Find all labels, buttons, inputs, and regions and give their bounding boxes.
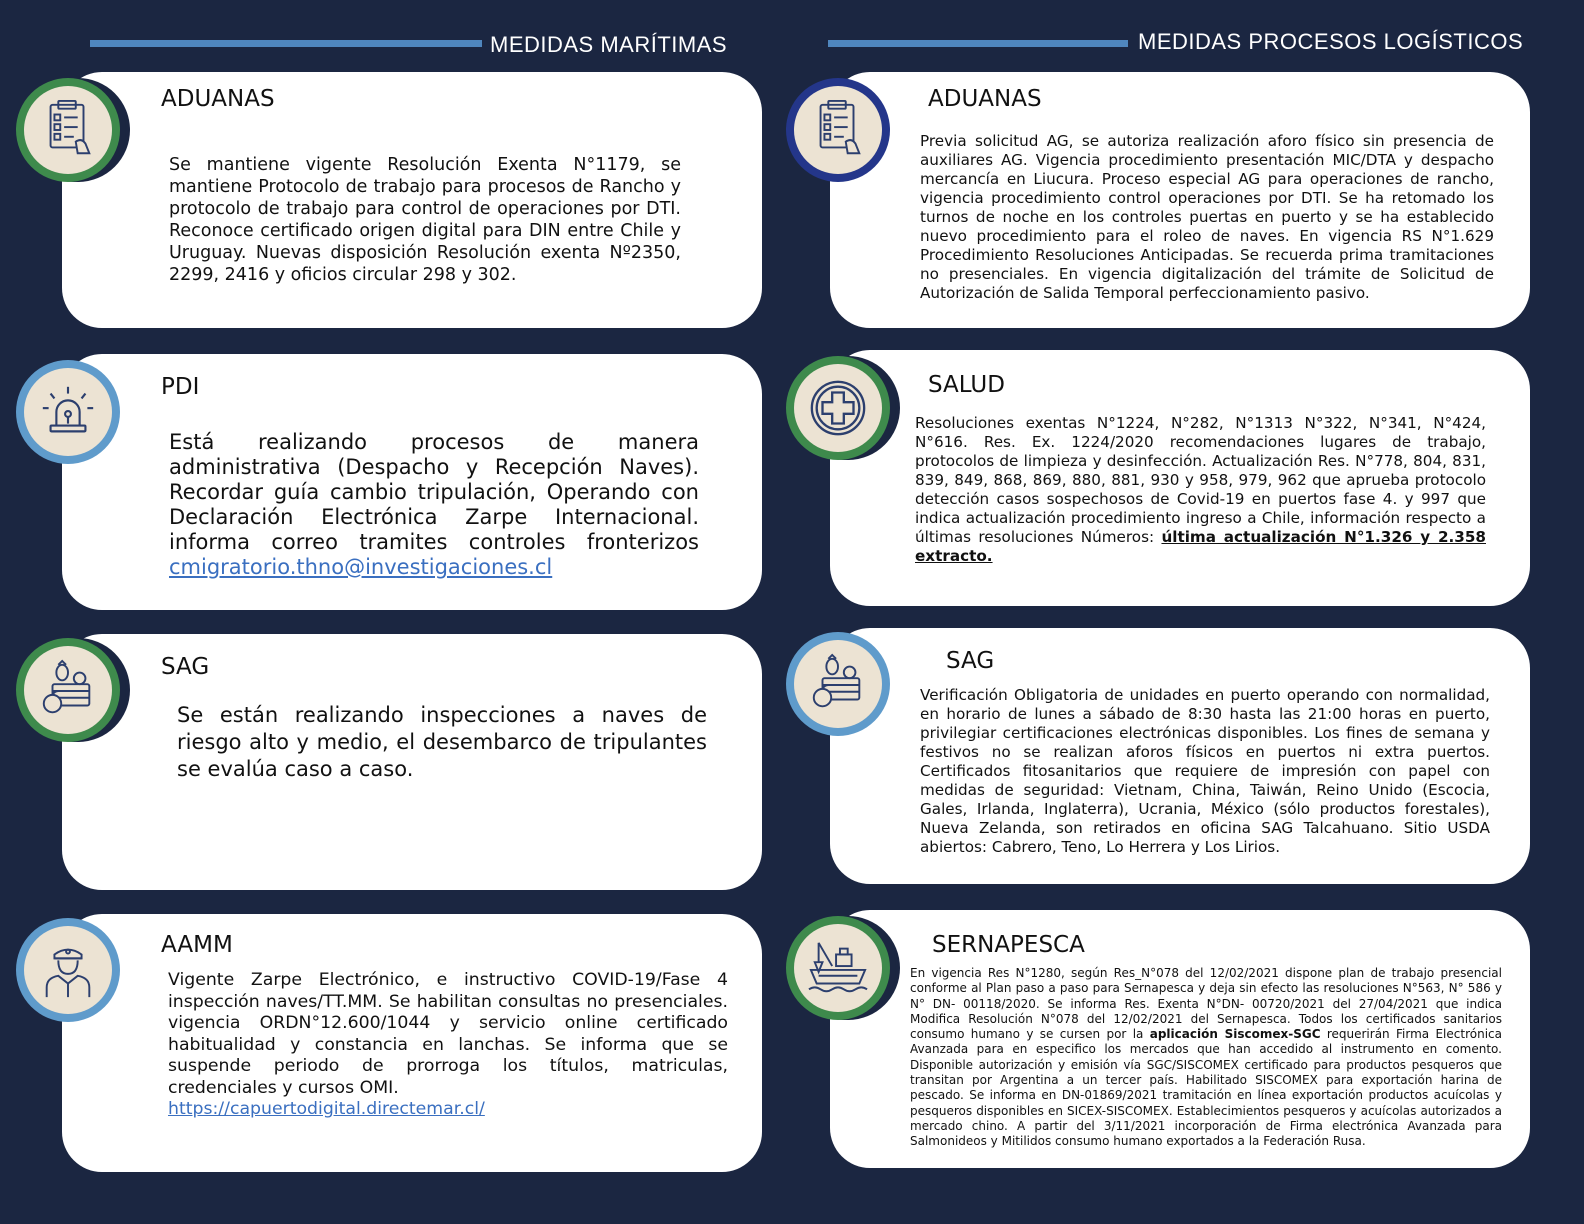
card-aduanas-maritimas xyxy=(62,72,762,328)
card-title: ADUANAS xyxy=(161,86,275,112)
card-body xyxy=(168,970,728,1121)
sernapesca-badge xyxy=(786,916,890,1020)
card-title: SERNAPESCA xyxy=(932,932,1085,958)
aamm-text: Vigente Zarpe Electrónico, e instructivo COVID-19/Fase 4 inspección naves/TT.MM. Se habilitan consultas no presenciales. vigencia ORDN°12.600/1044 y servicio online certificado habitualidad y constancia en lanchas. Se informa que se suspende periodo de prorroga los títulos, matriculas, credenciales y cursos OMI. xyxy=(168,970,728,1098)
sag-maritimo-badge xyxy=(16,638,120,742)
pdi-text: Está realizando procesos de manera administrativa (Despacho y Recepción Naves). Recordar guía cambio tripulación, Operando con Declaración Electrónica Zarpe Internacional. informa correo tramites controles fronterizos xyxy=(169,430,699,554)
produce-basket-icon xyxy=(807,653,869,715)
card-pdi xyxy=(62,354,762,610)
customs-checklist-icon xyxy=(807,99,869,161)
customs-checklist-icon xyxy=(37,99,99,161)
right-section-title: MEDIDAS PROCESOS LOGÍSTICOS xyxy=(1138,29,1524,54)
produce-basket-icon xyxy=(37,659,99,721)
card-body xyxy=(915,414,1486,566)
card-body: Previa solicitud AG, se autoriza realización aforo físico sin presencia de auxiliares AG. Vigencia procedimiento presentación MIC/DTA y despacho mercancía en Liucura. Proceso especial AG para operaciones de rancho, vigencia procedimiento control operaciones por DTI. Se ha retomado los turnos de noche en los controles puertas en puerto y se ha establecido nuevo procedimiento para el roleo de naves. En vigencia RS N°1.629 Procedimiento Resoluciones Anticipadas. Se recuerda prima tramitaciones no presenciales. En vigencia digitalización del trámite de Solicitud de Autorización de Salida Temporal perfeccionamiento pasivo. xyxy=(920,132,1494,302)
salud-latest-update: última actualización N°1.326 y 2.358 extracto. xyxy=(915,528,1486,565)
salud-text: Resoluciones exentas N°1224, N°282, N°1313 N°322, N°341, N°424, N°616. Res. Ex. 1224/2020 recomendaciones lugares de trabajo, protocolos de limpieza y desinfección. Actualización Res. N°778, 804, 831, 839, 849, 868, 869, 880, 881, 930 y 958, 979, 962 que aprueba protocolo detección casos sospechosos de Covid-19 en puertos fase 4. y 997 que indica actualización procedimiento ingreso a Chile, información respecto a últimas resoluciones Números: xyxy=(915,414,1486,546)
aduanas-maritimas-badge xyxy=(16,78,120,182)
naval-officer-icon xyxy=(37,939,99,1001)
right-section-bar xyxy=(828,40,1128,47)
salud-badge xyxy=(786,356,890,460)
left-section-bar xyxy=(90,40,482,47)
card-title: PDI xyxy=(161,374,200,400)
card-body xyxy=(169,430,699,580)
card-title: ADUANAS xyxy=(928,86,1042,112)
card-title: SAG xyxy=(946,648,995,674)
card-body: Verificación Obligatoria de unidades en puerto operando con normalidad, en horario de lunes a sábado de 8:30 hasta las 21:00 horas en puerto, privilegiar certificaciones electrónicas disponibles. Los fines de semana y festivos no se realizan aforos físicos en puertos ni extra puertos. Certificados fitosanitarios que requiere de impresión con papel con medidas de seguridad: Vietnam, China, Taiwán, Reino Unido (Escocia, Gales, Irlanda, Inglaterra), Ucrania, México (sólo productos forestales), Nueva Zelanda, son retirados en oficina SAG Talcahuano. Sitio USDA abiertos: Cabrero, Teno, Lo Herrera y Los Lirios. xyxy=(920,686,1490,856)
sag-logistico-badge xyxy=(786,632,890,736)
aamm-badge xyxy=(16,918,120,1022)
pdi-badge xyxy=(16,360,120,464)
card-title: SALUD xyxy=(928,372,1005,398)
card-body: Se mantiene vigente Resolución Exenta N°1179, se mantiene Protocolo de trabajo para procesos de Rancho y protocolo de trabajo para control de operaciones por DTI. Reconoce certificado origen digital para DIN entre Chile y Uruguay. Nuevas disposición Resolución exenta Nº2350, 2299, 2416 y oficios circular 298 y 302. xyxy=(169,155,681,285)
pdi-email-link[interactable]: cmigratorio.thno@investigaciones.cl xyxy=(169,555,553,579)
card-body: Se están realizando inspecciones a naves de riesgo alto y medio, el desembarco de tripulantes se evalúa caso a caso. xyxy=(177,703,707,781)
aamm-portal-link[interactable]: https://capuertodigital.directemar.cl/ xyxy=(168,1099,485,1119)
medical-cross-icon xyxy=(807,377,869,439)
card-aduanas-logisticos xyxy=(830,72,1530,328)
sernapesca-text-b: requerirán Firma Electrónica Avanzada para en especifico los mercados que han accedido al instrumento en comento. Disponible autorización y emisión vía SGC/SISCOMEX certificado para productos pesqueros que transitan por Argentina a un tercer país. Habilitado SISCOMEX para exportación harina de pescado. Se informa en DN-01869/2021 tramitación en línea exportación productos acuícolas y pesqueros disponibles en SICEX-SISCOMEX. Establecimientos pesqueros y acuícolas autorizados a mercado chino. A partir del 3/11/2021 incorporación de Firma electrónica Avanzada para Salmonideos y Mitilidos consumo humano exportados a la Federación Rusa. xyxy=(910,1027,1502,1149)
card-title: AAMM xyxy=(161,932,233,958)
fishing-vessel-icon xyxy=(807,937,869,999)
card-sag-maritimo xyxy=(62,634,762,890)
sernapesca-text-a: En vigencia Res N°1280, según Res_N°078 del 12/02/2021 dispone plan de trabajo presencial conforme al Plan paso a paso para Sernapesca y deja sin efecto las resoluciones N°563, N° 586 y N° DN- 00118/2020. Se informa Res. Exenta N°DN- 00720/2021 del 27/04/2021 que indica Modifica Resolución N°078 del 12/02/2021 del Sernapesca. Todos los certificados sanitarios consumo humano y se cursen por la xyxy=(910,966,1502,1042)
card-sernapesca xyxy=(830,910,1530,1168)
card-salud xyxy=(830,350,1530,606)
card-body xyxy=(910,966,1502,1150)
sernapesca-app-name: aplicación Siscomex-SGC xyxy=(1149,1027,1321,1042)
police-siren-icon xyxy=(37,381,99,443)
left-section-title: MEDIDAS MARÍTIMAS xyxy=(490,32,728,57)
card-title: SAG xyxy=(161,654,210,680)
aduanas-logisticos-badge xyxy=(786,78,890,182)
card-sag-logistico xyxy=(830,628,1530,884)
card-aamm xyxy=(62,914,762,1172)
